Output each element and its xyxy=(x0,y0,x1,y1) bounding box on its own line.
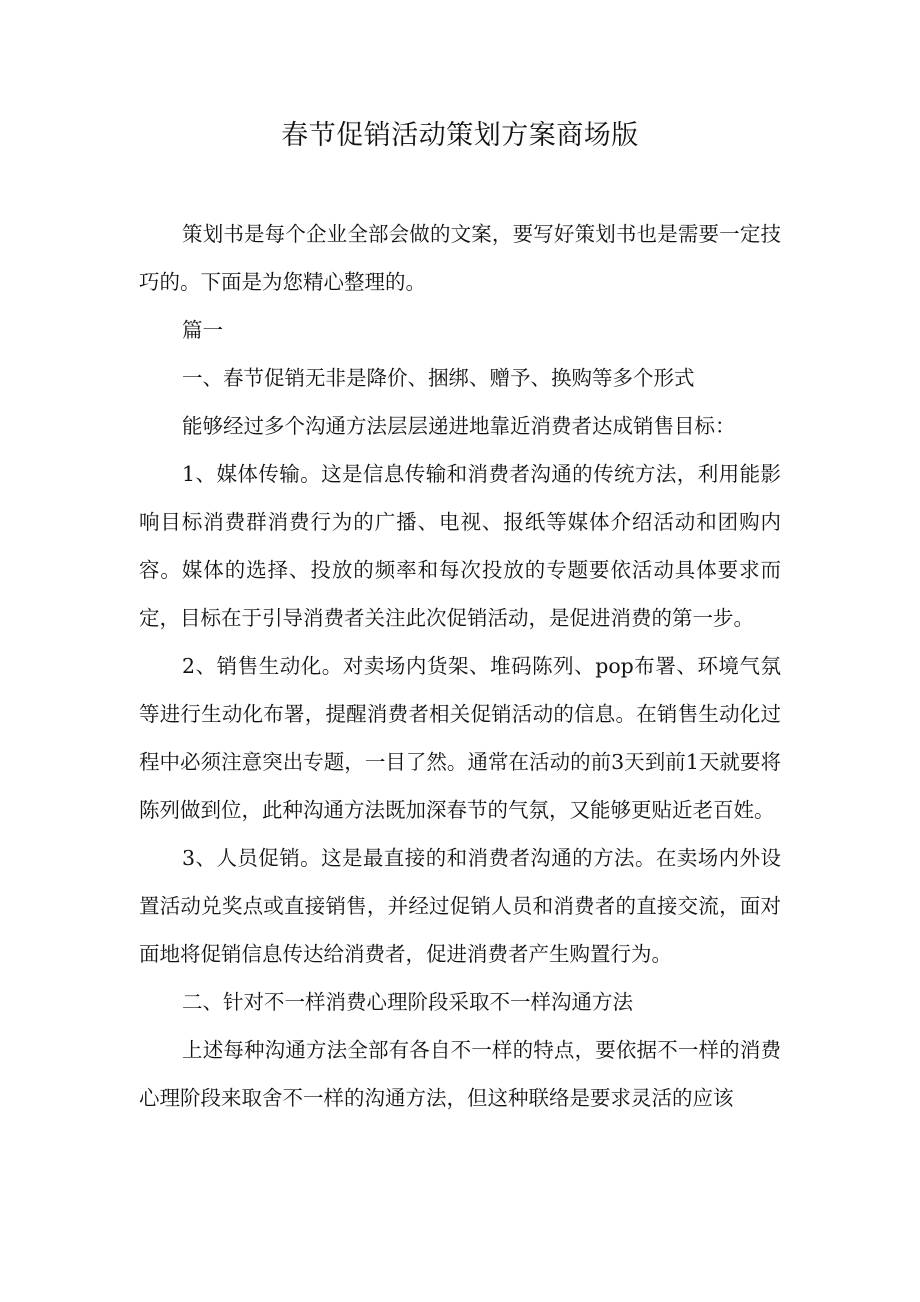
heading-1: 一、春节促销无非是降价、捆绑、赠予、换购等多个形式 xyxy=(182,366,695,390)
paragraph-lead: 能够经过多个沟通方法层层递进地靠近消费者达成销售目标： xyxy=(182,414,736,438)
heading-2: 二、针对不一样消费心理阶段采取不一样沟通方法 xyxy=(182,990,634,1014)
document-body xyxy=(139,210,781,1122)
section-label: 篇一 xyxy=(182,318,224,342)
paragraph-intro: 策划书是每个企业全部会做的文案，要写好策划书也是需要一定技巧的。下面是为您精心整理的。 xyxy=(139,222,781,294)
paragraph-last: 上述每种沟通方法全部有各自不一样的特点，要依据不一样的消费心理阶段来取舍不一样的沟通方法，但这种联络是要求灵活的应该 xyxy=(139,1038,781,1110)
paragraph-item-1: 1、媒体传输。这是信息传输和消费者沟通的传统方法，利用能影响目标消费群消费行为的广播、电视、报纸等媒体介绍活动和团购内容。媒体的选择、投放的频率和每次投放的专题要依活动具体要求而定，目标在于引导消费者关注此次促销活动，是促进消费的第一步。 xyxy=(139,462,781,630)
paragraph-item-2: 2、销售生动化。对卖场内货架、堆码陈列、pop布署、环境气氛等进行生动化布署，提醒消费者相关促销活动的信息。在销售生动化过程中必须注意突出专题，一目了然。通常在活动的前3天到前1天就要将陈列做到位，此种沟通方法既加深春节的气氛，又能够更贴近老百姓。 xyxy=(139,654,781,822)
document-title: 春节促销活动策划方案商场版 xyxy=(281,120,639,151)
paragraph-item-3: 3、人员促销。这是最直接的和消费者沟通的方法。在卖场内外设置活动兑奖点或直接销售，并经过促销人员和消费者的直接交流，面对面地将促销信息传达给消费者，促进消费者产生购置行为。 xyxy=(139,846,781,966)
